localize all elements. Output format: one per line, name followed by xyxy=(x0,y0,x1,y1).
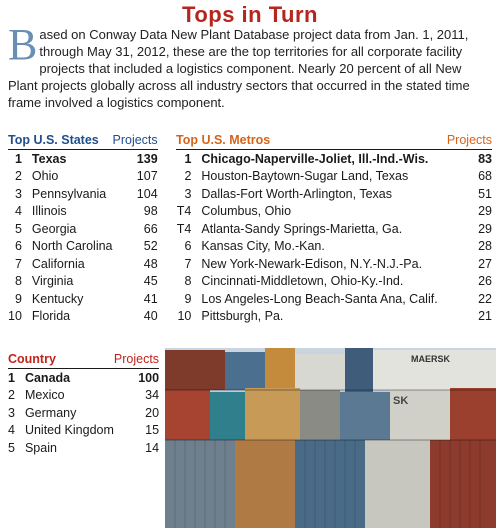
table-row xyxy=(8,220,158,238)
name-cell: Chicago-Naperville-Joliet, Ill.-Ind.-Wis. xyxy=(201,151,429,166)
table-row xyxy=(8,404,159,422)
rank-cell: 4 xyxy=(14,204,22,219)
name-cell: Canada xyxy=(24,370,71,385)
rank-cell: 7 xyxy=(14,256,22,271)
name-cell: Illinois xyxy=(31,204,67,219)
projects-cell: 34 xyxy=(145,388,160,403)
projects-cell: 107 xyxy=(136,169,158,184)
rank-cell: 1 xyxy=(8,370,15,385)
table-row xyxy=(8,185,158,203)
rank-cell: 2 xyxy=(8,388,15,403)
rank-cell: 8 xyxy=(14,274,22,289)
rank-cell: 9 xyxy=(184,291,192,306)
name-cell: United Kingdom xyxy=(24,423,114,438)
rank-cell: 4 xyxy=(8,423,15,438)
name-cell: California xyxy=(31,256,85,271)
rank-cell: 1 xyxy=(184,151,192,166)
projects-cell: 48 xyxy=(143,256,158,271)
metros-header: Top U.S. Metros xyxy=(176,133,445,150)
rank-cell: 2 xyxy=(184,169,192,184)
projects-cell: 52 xyxy=(143,239,158,254)
rank-cell: 3 xyxy=(8,405,15,420)
projects-cell: 139 xyxy=(136,151,158,166)
projects-cell: 14 xyxy=(145,440,160,455)
projects-cell: 83 xyxy=(478,151,492,166)
projects-cell: 68 xyxy=(478,169,492,184)
projects-cell: 29 xyxy=(478,204,492,219)
table-row xyxy=(176,185,492,203)
country-table xyxy=(8,352,159,457)
table-row xyxy=(176,220,492,238)
rank-cell: 1 xyxy=(14,151,22,166)
intro-paragraph xyxy=(8,20,494,111)
name-cell: Cincinnati-Middletown, Ohio-Ky.-Ind. xyxy=(201,274,404,289)
projects-cell: 100 xyxy=(138,370,160,385)
name-cell: Los Angeles-Long Beach-Santa Ana, Calif. xyxy=(201,291,438,306)
table-row xyxy=(8,168,158,186)
projects-cell: 51 xyxy=(478,186,492,201)
table-row xyxy=(8,255,158,273)
name-cell: Germany xyxy=(24,405,77,420)
projects-cell: 104 xyxy=(136,186,158,201)
projects-cell: 41 xyxy=(143,291,158,306)
name-cell: Atlanta-Sandy Springs-Marietta, Ga. xyxy=(201,221,403,236)
name-cell: Florida xyxy=(31,309,71,324)
states-projects-header: Projects xyxy=(113,133,158,150)
table-row xyxy=(8,422,159,440)
container-label-2: MAERSK xyxy=(411,354,451,364)
rank-cell: 6 xyxy=(14,239,22,254)
page-title: Tops in Turn xyxy=(182,2,318,27)
rank-cell: 3 xyxy=(184,186,192,201)
projects-cell: 40 xyxy=(143,309,158,324)
rank-cell: 7 xyxy=(184,256,192,271)
name-cell: Dallas-Fort Worth-Arlington, Texas xyxy=(201,186,392,201)
rank-cell: T4 xyxy=(176,204,192,219)
name-cell: Ohio xyxy=(31,169,59,184)
table-row xyxy=(176,255,492,273)
projects-cell: 98 xyxy=(143,204,158,219)
rank-cell: 3 xyxy=(14,186,22,201)
projects-cell: 20 xyxy=(145,405,160,420)
table-row xyxy=(176,203,492,221)
table-row xyxy=(176,238,492,256)
table-row xyxy=(8,439,159,457)
shipping-containers-photo xyxy=(165,348,496,528)
name-cell: North Carolina xyxy=(31,239,113,254)
name-cell: Kansas City, Mo.-Kan. xyxy=(201,239,325,254)
table-row xyxy=(8,203,158,221)
rank-cell: 8 xyxy=(184,274,192,289)
name-cell: Texas xyxy=(31,151,67,166)
table-row xyxy=(8,238,158,256)
states-header: Top U.S. States xyxy=(8,133,113,150)
name-cell: Houston-Baytown-Sugar Land, Texas xyxy=(201,169,409,184)
metros-projects-header: Projects xyxy=(445,133,492,150)
name-cell: New York-Newark-Edison, N.Y.-N.J.-Pa. xyxy=(201,256,423,271)
rank-cell: 10 xyxy=(177,309,192,324)
top-us-states-table xyxy=(8,133,158,325)
name-cell: Spain xyxy=(24,440,57,455)
table-row xyxy=(176,308,492,326)
table-row xyxy=(176,168,492,186)
drop-cap: B xyxy=(8,20,38,69)
rank-cell: 2 xyxy=(14,169,22,184)
top-us-metros-table xyxy=(176,133,492,325)
rank-cell: 6 xyxy=(184,239,192,254)
table-row xyxy=(8,290,158,308)
rank-cell: 9 xyxy=(14,291,22,306)
projects-cell: 22 xyxy=(478,291,492,306)
projects-cell: 28 xyxy=(478,239,492,254)
name-cell: Virginia xyxy=(31,274,74,289)
table-row xyxy=(176,290,492,308)
projects-cell: 15 xyxy=(145,423,160,438)
table-row xyxy=(176,273,492,291)
intro-text: ased on Conway Data New Plant Database project data from Jan. 1, 2011, through May 31, 2012, these are the top territories for all corporate facility projects that included a logistics component. Nearly 20 percent of all New Plant projects globally across all industry sectors that occurred in the stated time frame involved a logistics component. xyxy=(8,27,470,110)
table-row xyxy=(8,369,159,387)
table-row xyxy=(8,387,159,405)
name-cell: Mexico xyxy=(24,388,65,403)
rank-cell: 5 xyxy=(14,221,22,236)
country-header: Country xyxy=(8,352,114,369)
rank-cell: 5 xyxy=(8,440,15,455)
rank-cell: 10 xyxy=(8,309,22,324)
projects-cell: 66 xyxy=(143,221,158,236)
projects-cell: 27 xyxy=(478,256,492,271)
rank-cell: T4 xyxy=(176,221,192,236)
table-row xyxy=(8,308,158,326)
name-cell: Pittsburgh, Pa. xyxy=(201,309,284,324)
name-cell: Georgia xyxy=(31,221,77,236)
table-row xyxy=(176,150,492,168)
containers-illustration xyxy=(165,348,496,528)
table-row xyxy=(8,150,158,168)
projects-cell: 26 xyxy=(478,274,492,289)
container-label-1: SK xyxy=(393,395,409,407)
projects-cell: 21 xyxy=(478,309,492,324)
name-cell: Pennsylvania xyxy=(31,186,107,201)
name-cell: Kentucky xyxy=(31,291,84,306)
table-row xyxy=(8,273,158,291)
name-cell: Columbus, Ohio xyxy=(201,204,292,219)
country-projects-header: Projects xyxy=(114,352,159,369)
projects-cell: 29 xyxy=(478,221,492,236)
projects-cell: 45 xyxy=(143,274,158,289)
